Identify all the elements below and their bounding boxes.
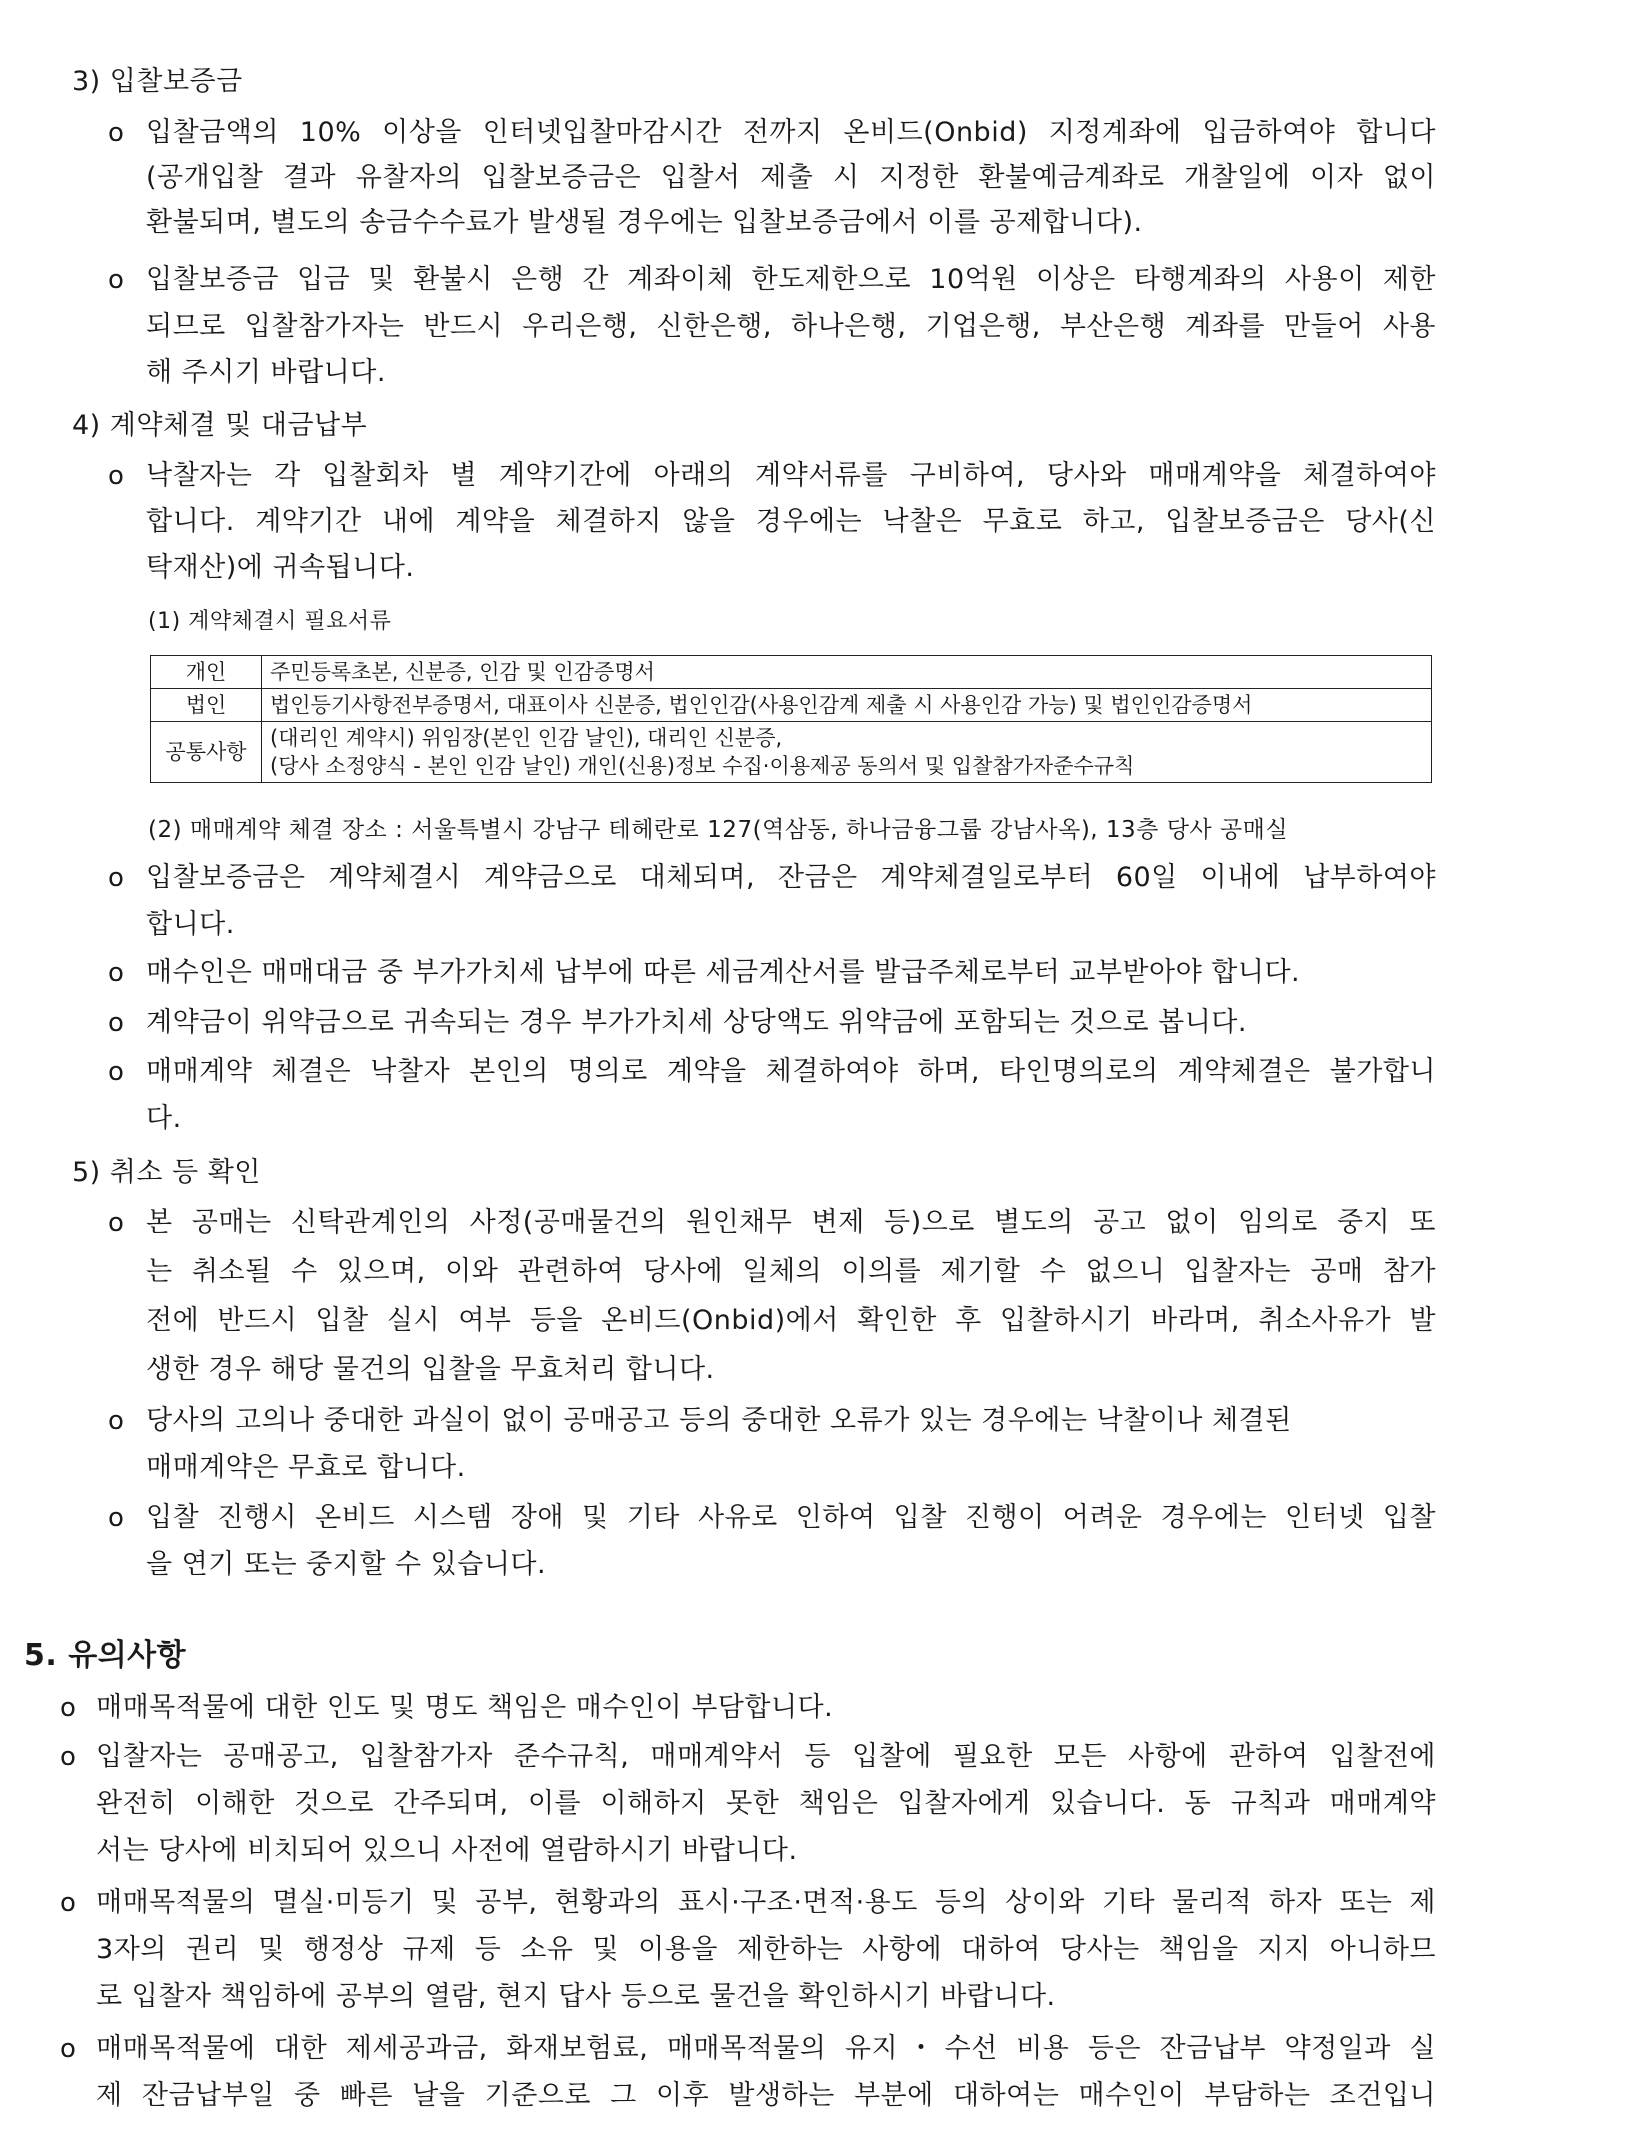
s5-b2-line1: 당사의 고의나 중대한 과실이 없이 공매공고 등의 중대한 오류가 있는 경우에는 낙찰이나 체결된 (146, 1405, 1292, 1436)
required-docs-table (150, 655, 1432, 783)
s4-b1-line1: 낙찰자는 각 입찰회차 별 계약기간에 아래의 계약서류를 구비하여, 당사와 매매계약을 체결하여야 (146, 460, 1436, 491)
section-5-title: 5) 취소 등 확인 (72, 1157, 261, 1188)
notes-b2-line2: 완전히 이해한 것으로 간주되며, 이를 이해하지 못한 책임은 입찰자에게 있습니다. 동 규칙과 매매계약 (96, 1788, 1436, 1819)
bullet-marker: o (108, 1057, 124, 1087)
notes-b1-line1: 매매목적물에 대한 인도 및 명도 책임은 매수인이 부담합니다. (96, 1692, 834, 1723)
s5-b1-line4: 생한 경우 해당 물건의 입찰을 무효처리 합니다. (146, 1354, 715, 1385)
s4-b5-line1: 매매계약 체결은 낙찰자 본인의 명의로 계약을 체결하여야 하며, 타인명의로의 계약체결은 불가합니 (146, 1056, 1436, 1087)
bullet-marker: o (60, 1888, 76, 1918)
notes-b2-line3: 서는 당사에 비치되어 있으니 사전에 열람하시기 바랍니다. (96, 1835, 798, 1866)
s3-b1-line1: 입찰금액의 10% 이상을 인터넷입찰마감시간 전까지 온비드(Onbid) 지정계좌에 입금하여야 합니다 (146, 117, 1436, 148)
table-row (151, 722, 1432, 783)
s5-b1-line3: 전에 반드시 입찰 실시 여부 등을 온비드(Onbid)에서 확인한 후 입찰하시기 바라며, 취소사유가 발 (146, 1305, 1436, 1336)
bullet-marker: o (60, 1693, 76, 1723)
bullet-marker: o (108, 1008, 124, 1038)
table-key-cell: 개인 (151, 656, 262, 689)
s4-b1-line2: 합니다. 계약기간 내에 계약을 체결하지 않을 경우에는 낙찰은 무효로 하고, 입찰보증금은 당사(신 (146, 506, 1436, 537)
s3-b2-line1: 입찰보증금 입금 및 환불시 은행 간 계좌이체 한도제한으로 10억원 이상은 타행계좌의 사용이 제한 (146, 264, 1436, 295)
notes-b2-line1: 입찰자는 공매공고, 입찰참가자 준수규칙, 매매계약서 등 입찰에 필요한 모든 사항에 관하여 입찰전에 (96, 1741, 1436, 1772)
section-3-title: 3) 입찰보증금 (72, 66, 243, 97)
bullet-marker: o (108, 265, 124, 295)
table-value-cell (262, 722, 1432, 783)
bullet-marker: o (108, 461, 124, 491)
table-value-line: (당사 소정양식 - 본인 인감 날인) 개인(신용)정보 수집·이용제공 동의서 및 입찰참가자준수규칙 (270, 754, 1135, 778)
s4-b4-line1: 계약금이 위약금으로 귀속되는 경우 부가가치세 상당액도 위약금에 포함되는 것으로 봅니다. (146, 1007, 1247, 1038)
s4-b2-line2: 합니다. (146, 909, 235, 940)
notes-b4-line1: 매매목적물에 대한 제세공과금, 화재보험료, 매매목적물의 유지・수선 비용 등은 잔금납부 약정일과 실 (96, 2033, 1436, 2064)
notes-b3-line3: 로 입찰자 책임하에 공부의 열람, 현지 답사 등으로 물건을 확인하시기 바랍니다. (96, 1981, 1056, 2012)
bullet-marker: o (60, 2034, 76, 2064)
s5-b1-line2: 는 취소될 수 있으며, 이와 관련하여 당사에 일체의 이의를 제기할 수 없으니 입찰자는 공매 참가 (146, 1256, 1436, 1287)
s5-b3-line2: 을 연기 또는 중지할 수 있습니다. (146, 1549, 547, 1580)
table-key-cell: 공통사항 (151, 722, 262, 783)
s3-b2-line3: 해 주시기 바랍니다. (146, 357, 386, 388)
s5-b2-line2: 매매계약은 무효로 합니다. (146, 1452, 466, 1483)
bullet-marker: o (108, 863, 124, 893)
table-row (151, 689, 1432, 722)
bullet-marker: o (108, 958, 124, 988)
s3-b1-line2: (공개입찰 결과 유찰자의 입찰보증금은 입찰서 제출 시 지정한 환불예금계좌로 개찰일에 이자 없이 (146, 162, 1436, 193)
s4-b5-line2: 다. (146, 1103, 182, 1134)
bullet-marker: o (108, 1208, 124, 1238)
table-value-cell: 주민등록초본, 신분증, 인감 및 인감증명서 (262, 656, 1432, 689)
section-4-title: 4) 계약체결 및 대금납부 (72, 410, 368, 441)
bullet-marker: o (60, 1742, 76, 1772)
table-value-cell: 법인등기사항전부증명서, 대표이사 신분증, 법인인감(사용인감계 제출 시 사용인감 가능) 및 법인인감증명서 (262, 689, 1432, 722)
bullet-marker: o (108, 1503, 124, 1533)
notes-b3-line1: 매매목적물의 멸실·미등기 및 공부, 현황과의 표시·구조·면적·용도 등의 상이와 기타 물리적 하자 또는 제 (96, 1887, 1436, 1918)
table-key-cell: 법인 (151, 689, 262, 722)
table-value-line: (대리인 계약시) 위임장(본인 인감 날인), 대리인 신분증, (270, 726, 783, 750)
s4-b3-line1: 매수인은 매매대금 중 부가가치세 납부에 따른 세금계산서를 발급주체로부터 교부받아야 합니다. (146, 957, 1301, 988)
notes-b3-line2: 3자의 권리 및 행정상 규제 등 소유 및 이용을 제한하는 사항에 대하여 당사는 책임을 지지 아니하므 (96, 1934, 1436, 1965)
contract-place-line: (2) 매매계약 체결 장소 : 서울특별시 강남구 테헤란로 127(역삼동, 하나금융그룹 강남사옥), 13층 당사 공매실 (148, 817, 1289, 843)
s4-b1-line3: 탁재산)에 귀속됩니다. (146, 552, 415, 583)
s5-b3-line1: 입찰 진행시 온비드 시스템 장애 및 기타 사유로 인하여 입찰 진행이 어려운 경우에는 인터넷 입찰 (146, 1502, 1436, 1533)
notes-heading: 5. 유의사항 (24, 1638, 187, 1673)
required-docs-subtitle: (1) 계약체결시 필요서류 (148, 609, 392, 634)
s3-b1-line3: 환불되며, 별도의 송금수수료가 발생될 경우에는 입찰보증금에서 이를 공제합니다). (146, 207, 1143, 238)
s5-b1-line1: 본 공매는 신탁관계인의 사정(공매물건의 원인채무 변제 등)으로 별도의 공고 없이 임의로 중지 또 (146, 1207, 1436, 1238)
notes-b4-line2: 제 잔금납부일 중 빠른 날을 기준으로 그 이후 발생하는 부분에 대하여는 매수인이 부담하는 조건입니 (96, 2080, 1436, 2111)
table-row (151, 656, 1432, 689)
s3-b2-line2: 되므로 입찰참가자는 반드시 우리은행, 신한은행, 하나은행, 기업은행, 부산은행 계좌를 만들어 사용 (146, 311, 1436, 342)
bullet-marker: o (108, 118, 124, 148)
bullet-marker: o (108, 1406, 124, 1436)
s4-b2-line1: 입찰보증금은 계약체결시 계약금으로 대체되며, 잔금은 계약체결일로부터 60일 이내에 납부하여야 (146, 862, 1436, 893)
